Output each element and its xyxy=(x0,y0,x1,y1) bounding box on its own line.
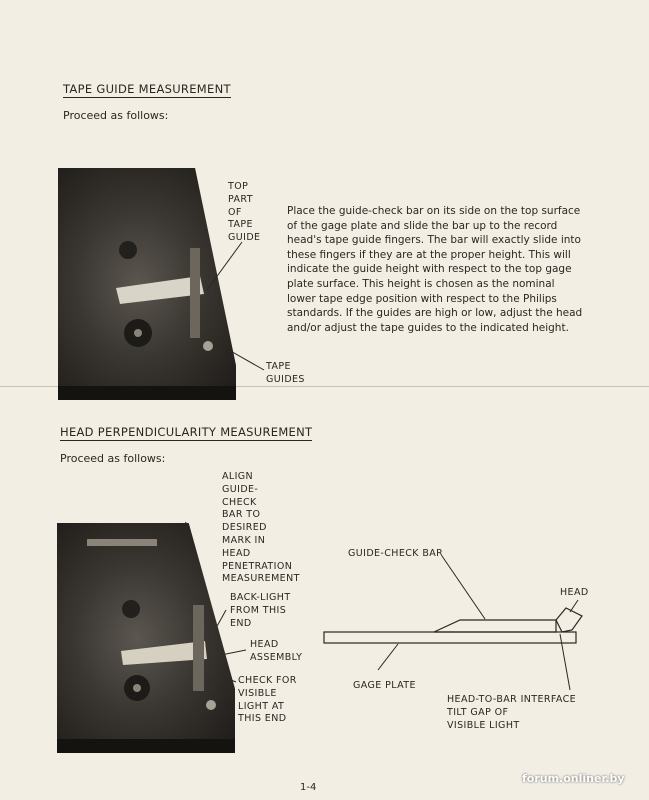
head-shape xyxy=(556,608,582,632)
label-top-part-of-tape-guide: TOP PART OF TAPE GUIDE xyxy=(228,181,261,244)
label-gage-plate: GAGE PLATE xyxy=(353,680,416,691)
leader-head xyxy=(570,600,578,612)
label-tape-guides: TAPE GUIDES xyxy=(266,361,305,385)
page-number: 1-4 xyxy=(300,782,317,793)
section1-heading: TAPE GUIDE MEASUREMENT xyxy=(63,82,231,96)
label-head-assembly: HEAD ASSEMBLY xyxy=(250,639,303,663)
section2-heading: HEAD PERPENDICULARITY MEASUREMENT xyxy=(60,425,313,439)
label-backlight: BACK-LIGHT FROM THIS END xyxy=(230,592,291,629)
section1-intro: Proceed as follows: xyxy=(63,109,169,122)
label-head: HEAD xyxy=(560,587,589,598)
gage-plate-shape xyxy=(324,632,576,643)
watermark: forum.onliner.by xyxy=(522,772,625,785)
leader-tape-guides xyxy=(220,345,264,370)
section2-intro: Proceed as follows: xyxy=(60,452,166,465)
leader-gage-plate xyxy=(378,644,398,670)
section1-paragraph: Place the guide-check bar on its side on the top surface of the gage plate and slide the bar up to the record head's tape guide fingers. The bar will exactly slide into these fingers if they are at the proper height. This will indicate the guide height with respect to the top gage plate surface. This height is chosen as the nominal lower tape edge position with respect to the Philips standards. If the guides are high or low, adjust the head and/or adjust the tape guides to the indicated height. xyxy=(287,205,583,334)
leader-top-part xyxy=(207,242,242,290)
label-head-to-bar-interface: HEAD-TO-BAR INTERFACE TILT GAP OF VISIBLE LIGHT xyxy=(447,694,577,731)
guide-check-bar-shape xyxy=(434,620,556,632)
head-bar-diagram xyxy=(320,550,610,700)
leader-guide-check-bar xyxy=(442,556,485,619)
label-check-visible-light: CHECK FOR VISIBLE LIGHT AT THIS END xyxy=(238,675,297,725)
label-align-guide-check-bar: ALIGN GUIDE- CHECK BAR TO DESIRED MARK IN HEAD PENETRATION MEASUREMENT xyxy=(222,471,300,585)
label-guide-check-bar: GUIDE-CHECK BAR xyxy=(348,548,444,559)
